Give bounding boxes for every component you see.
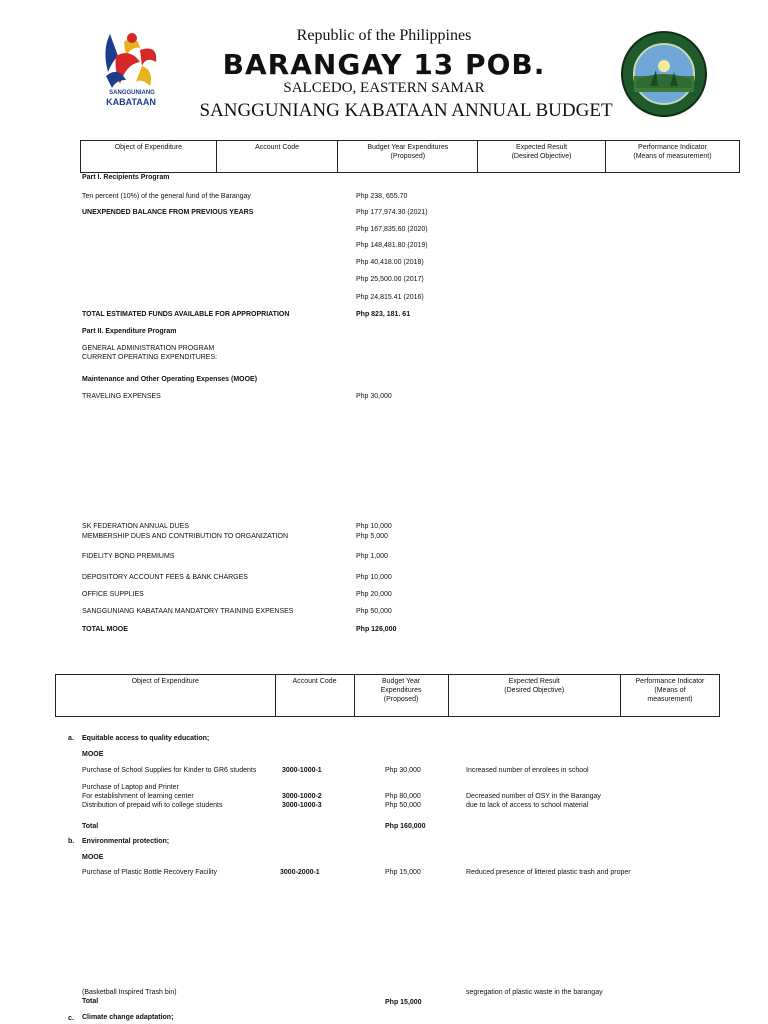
total-a-label: Total xyxy=(82,823,99,830)
school-supplies-value: Php 30,000 xyxy=(385,767,421,774)
logo-text-kabataan: KABATAAN xyxy=(106,97,156,107)
office-supplies-label: OFFICE SUPPLIES xyxy=(82,591,144,598)
sk-federation-label: SK FEDERATION ANNUAL DUES xyxy=(82,523,189,530)
col2-expected: Expected Result (Desired Objective) xyxy=(448,675,620,717)
col-expected: Expected Result (Desired Objective) xyxy=(478,141,606,173)
total-mooe-value: Php 126,000 xyxy=(356,626,397,633)
sk-federation-value: Php 10,000 xyxy=(356,523,392,530)
mooe-a-label: MOOE xyxy=(82,751,104,758)
col2-object: Object of Expenditure xyxy=(56,675,276,717)
ten-percent-value: Php 238, 655.70 xyxy=(356,193,408,200)
ten-percent-label: Ten percent (10%) of the general fund of the Barangay xyxy=(82,193,251,200)
logo-text-sangguniang: SANGGUNIANG xyxy=(109,90,155,96)
depository-label: DEPOSITORY ACCOUNT FEES & BANK CHARGES xyxy=(82,574,248,581)
col-performance: Performance Indicator (Means of measurement) xyxy=(605,141,739,173)
table1-header xyxy=(80,140,740,173)
training-value: Php 50,000 xyxy=(356,608,392,615)
unexpended-value-2016: Php 24,815.41 (2016) xyxy=(356,294,424,301)
bottle-facility-code: 3000-2000-1 xyxy=(280,869,320,876)
section-b-title: Environmental protection; xyxy=(82,838,170,845)
school-supplies-label: Purchase of School Supplies for Kinder to GR6 students xyxy=(82,767,257,774)
school-supplies-result: Increased number of enrolees in school xyxy=(466,767,589,774)
school-supplies-code: 3000-1000-1 xyxy=(282,767,322,774)
wifi-label: Distribution of prepaid wifi to college students xyxy=(82,802,223,809)
learning-center-code: 3000-1000-2 xyxy=(282,793,322,800)
mooe-title: Maintenance and Other Operating Expenses (MOOE) xyxy=(82,376,258,383)
unexpended-value-2018: Php 40,418.00 (2018) xyxy=(356,259,424,266)
col-object: Object of Expenditure xyxy=(81,141,217,173)
col-account: Account Code xyxy=(216,141,338,173)
section-a-letter: a. xyxy=(68,735,74,742)
basketball-bin-result: segregation of plastic waste in the barangay xyxy=(466,989,603,996)
section-c-letter: c. xyxy=(68,1015,74,1022)
fidelity-label: FIDELITY BOND PREMIUMS xyxy=(82,553,175,560)
laptop-label: Purchase of Laptop and Printer xyxy=(82,784,179,791)
traveling-value: Php 30,000 xyxy=(356,393,392,400)
current-operating-expenditures: CURRENT OPERATING EXPENDITURES: xyxy=(82,354,218,361)
fidelity-value: Php 1,000 xyxy=(356,553,388,560)
barangay-title: BARANGAY 13 POB. xyxy=(222,48,546,81)
total-a-value: Php 160,000 xyxy=(385,823,426,830)
learning-center-value: Php 80,000 xyxy=(385,793,421,800)
learning-center-label: For establishment of learning center xyxy=(82,793,194,800)
section-c-title: Climate change adaptation; xyxy=(82,1014,174,1021)
total-funds-value: Php 823, 181. 61 xyxy=(356,311,411,318)
col2-account: Account Code xyxy=(275,675,354,717)
total-funds-label: TOTAL ESTIMATED FUNDS AVAILABLE FOR APPROPRIATION xyxy=(82,311,290,318)
total-mooe-label: TOTAL MOOE xyxy=(82,626,128,633)
section-a-title: Equitable access to quality education; xyxy=(82,735,210,742)
traveling-label: TRAVELING EXPENSES xyxy=(82,393,161,400)
col-budget: Budget Year Expenditures (Proposed) xyxy=(338,141,478,173)
republic-heading: Republic of the Philippines xyxy=(296,27,472,44)
part1-title: Part I. Recipients Program xyxy=(82,174,170,181)
wifi-result: due to lack of access to school material xyxy=(466,802,589,809)
col2-budget: Budget Year Expenditures (Proposed) xyxy=(354,675,448,717)
total-b-value: Php 15,000 xyxy=(385,999,422,1006)
general-admin-program: GENERAL ADMINISTRATION PROGRAM xyxy=(82,345,215,352)
part2-title: Part II. Expenditure Program xyxy=(82,328,177,335)
bottle-facility-result: Reduced presence of littered plastic trash and proper xyxy=(466,869,631,876)
unexpended-value-2017: Php 25,500.00 (2017) xyxy=(356,276,424,283)
table2-header xyxy=(55,674,720,717)
budget-title: SANGGUNIANG KABATAAN ANNUAL BUDGET xyxy=(199,100,613,121)
location-subtitle: SALCEDO, EASTERN SAMAR xyxy=(283,80,485,96)
unexpended-value-2020: Php 167,835.60 (2020) xyxy=(356,226,428,233)
wifi-value: Php 50,000 xyxy=(385,802,421,809)
unexpended-label: UNEXPENDED BALANCE FROM PREVIOUS YEARS xyxy=(82,209,254,216)
learning-center-result: Decreased number of OSY in the Barangay xyxy=(466,793,601,800)
total-b-label: Total xyxy=(82,998,99,1005)
mooe-b-label: MOOE xyxy=(82,854,104,861)
office-supplies-value: Php 20,000 xyxy=(356,591,392,598)
membership-value: Php 5,000 xyxy=(356,533,388,540)
bottle-facility-value: Php 15,000 xyxy=(385,869,421,876)
bottle-facility-label: Purchase of Plastic Bottle Recovery Facility xyxy=(82,869,217,876)
unexpended-value-2021: Php 177,974.30 (2021) xyxy=(356,209,428,216)
basketball-bin-label: (Basketball Inspired Trash bin) xyxy=(82,989,177,996)
section-b-letter: b. xyxy=(68,838,75,845)
depository-value: Php 10,000 xyxy=(356,574,392,581)
unexpended-value-2019: Php 148,481.80 (2019) xyxy=(356,242,428,249)
col2-performance: Performance Indicator (Means of measurement) xyxy=(620,675,719,717)
training-label: SANGGUNIANG KABATAAN MANDATORY TRAINING EXPENSES xyxy=(82,608,294,615)
membership-label: MEMBERSHIP DUES AND CONTRIBUTION TO ORGANIZATION xyxy=(82,533,289,540)
wifi-code: 3000-1000-3 xyxy=(282,802,322,809)
